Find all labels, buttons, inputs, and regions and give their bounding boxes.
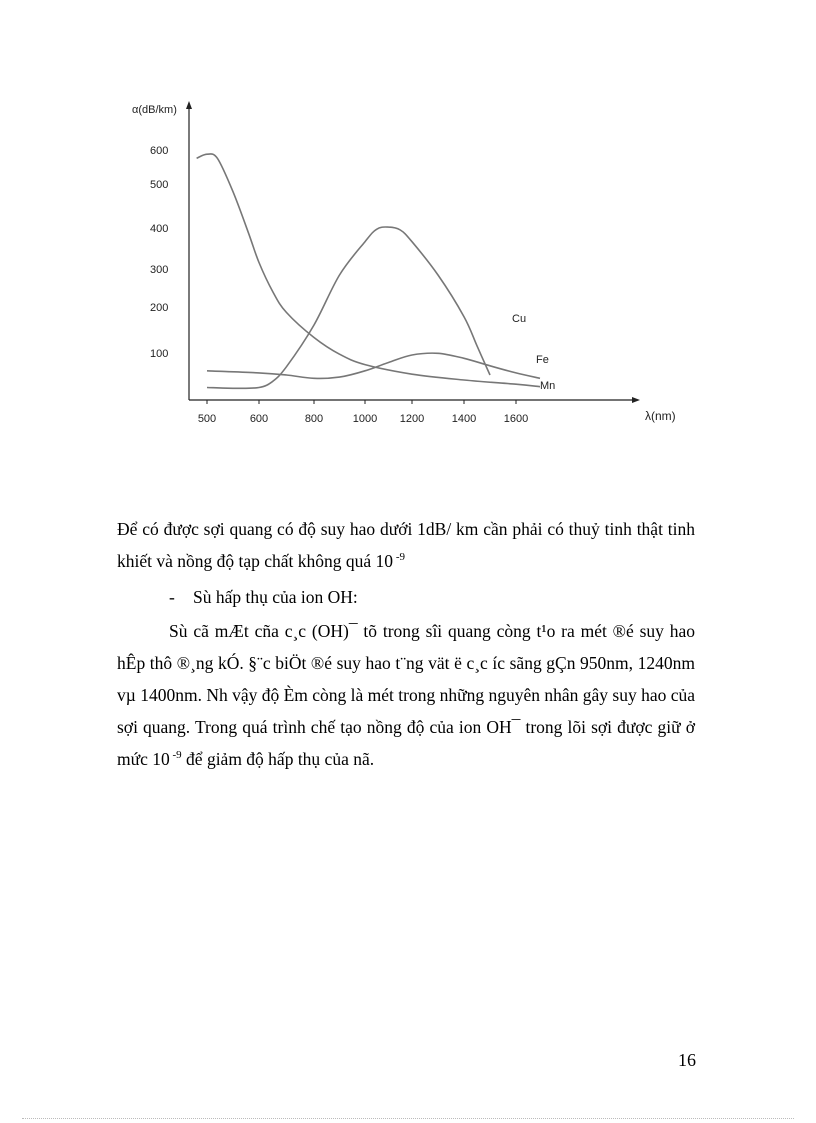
y-tick-600: 600 xyxy=(150,145,169,157)
y-tick-300: 300 xyxy=(150,264,169,276)
x-tick-600: 600 xyxy=(249,413,269,425)
page-bottom-rule xyxy=(22,1118,794,1119)
y-axis-label: α(dB/km) xyxy=(132,104,177,116)
bullet-oh-absorption xyxy=(117,581,695,613)
series-label-mn: Mn xyxy=(540,380,556,392)
curve-cu xyxy=(207,227,490,388)
x-tick-labels xyxy=(198,400,528,425)
x-tick-1400: 1400 xyxy=(451,413,477,425)
page-number: 16 xyxy=(678,1050,696,1070)
y-tick-200: 200 xyxy=(150,302,169,314)
x-tick-1600: 1600 xyxy=(503,413,529,425)
series-labels xyxy=(512,313,555,392)
bullet-oh-text: Sù hấp thụ của ion OH: xyxy=(193,587,358,607)
y-axis-arrow xyxy=(186,101,192,109)
x-tick-800: 800 xyxy=(304,413,324,425)
x-axis-label: λ(nm) xyxy=(645,409,676,423)
series-label-cu: Cu xyxy=(512,313,527,325)
paragraph-impurity-text: Để có được sợi quang có độ suy hao dưới 1dB/ km cần phải có thuỷ tinh thật tinh khiết và nồng độ tạp chất không quá 10 xyxy=(117,519,695,571)
paragraph-oh-text: Sù cã mÆt cña c¸c (OH)¯ tõ trong sîi quang còng t¹o ra mét ®é suy hao hÊp thô ®¸ng kÓ. §¨c biÖt ®é suy hao t¨ng vät ë c¸c íc sãng gÇn 950nm, 1240nm vµ 1400nm. Nh vậy độ Èm còng là mét trong những nguyên nhân gây suy hao của sợi quang. Trong quá trình chế tạo nồng độ của ion OH¯ trong lõi sợi được giữ ở mức 10 xyxy=(117,621,696,769)
curve-mn xyxy=(197,154,540,387)
y-tick-400: 400 xyxy=(150,223,169,235)
x-axis-arrow xyxy=(632,397,640,403)
y-tick-labels xyxy=(150,145,168,360)
y-tick-500: 500 xyxy=(150,179,169,191)
curves xyxy=(197,154,540,389)
paragraph-oh-tail: để giảm độ hấp thụ của nã. xyxy=(181,749,375,769)
x-tick-1200: 1200 xyxy=(399,413,425,425)
paragraph-oh xyxy=(117,615,695,775)
series-label-fe: Fe xyxy=(536,354,549,366)
paragraph-oh-exponent: -9 xyxy=(169,749,182,762)
x-tick-1000: 1000 xyxy=(352,413,378,425)
attenuation-chart xyxy=(130,95,690,440)
axes xyxy=(186,101,640,403)
paragraph-impurity xyxy=(117,513,695,577)
paragraph-impurity-exponent: -9 xyxy=(393,551,405,564)
bullet-dash: - xyxy=(169,587,175,607)
x-tick-500: 500 xyxy=(197,413,217,425)
y-tick-100: 100 xyxy=(150,348,169,360)
